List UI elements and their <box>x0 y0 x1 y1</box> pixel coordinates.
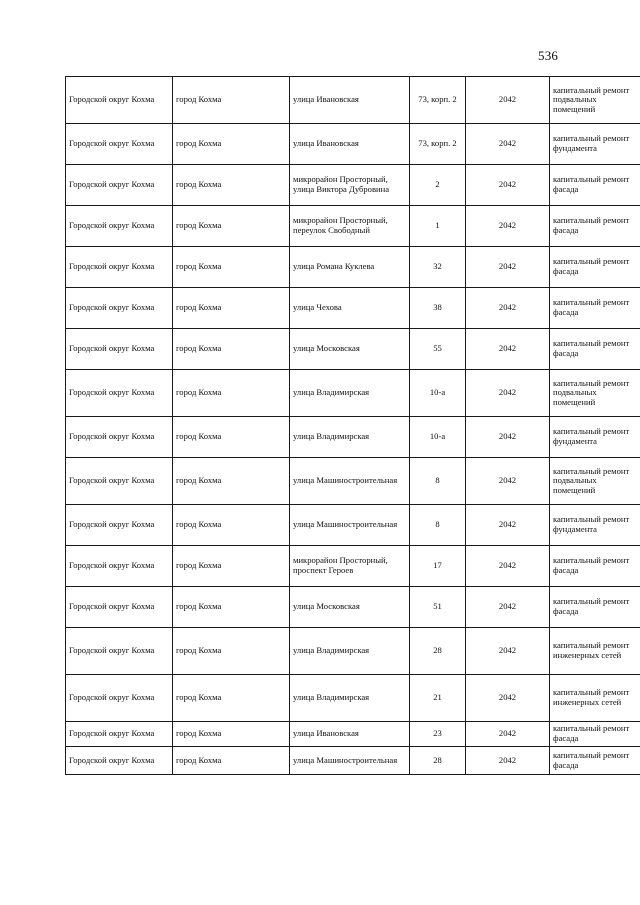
work-type-cell <box>550 370 640 417</box>
city-cell-text: город Кохма <box>176 179 222 190</box>
work-type-cell-text: капитальный ремонт фасада <box>553 297 630 317</box>
work-type-cell-text: капитальный ремонт фасада <box>553 215 630 235</box>
work-type-cell-text: капитальный ремонт фасада <box>553 174 630 194</box>
house-number-cell-text: 10-а <box>429 387 446 398</box>
table-row <box>66 77 640 124</box>
table-row <box>66 587 640 628</box>
city-cell-text: город Кохма <box>176 728 222 739</box>
street-cell <box>290 722 410 747</box>
city-cell <box>173 675 290 722</box>
city-cell-text: город Кохма <box>176 138 222 149</box>
district-cell <box>66 628 173 675</box>
year-cell-text: 2042 <box>498 560 517 571</box>
city-cell <box>173 77 290 124</box>
district-cell-text: Городской округ Кохма <box>69 261 155 272</box>
city-cell <box>173 370 290 417</box>
year-cell <box>466 206 550 247</box>
table-row <box>66 747 640 775</box>
street-cell-text: улица Чехова <box>293 302 342 313</box>
work-type-cell-text: капитальный ремонт подвальных помещений <box>553 84 630 114</box>
work-type-cell <box>550 77 640 124</box>
house-number-cell-text: 73, корп. 2 <box>418 138 457 149</box>
year-cell <box>466 77 550 124</box>
house-number-cell <box>410 288 466 329</box>
city-cell-text: город Кохма <box>176 343 222 354</box>
work-type-cell-text: капитальный ремонт фундамента <box>553 133 630 153</box>
district-cell <box>66 458 173 505</box>
table-row <box>66 370 640 417</box>
year-cell <box>466 675 550 722</box>
district-cell <box>66 124 173 165</box>
city-cell-text: город Кохма <box>176 261 222 272</box>
street-cell-text: улица Ивановская <box>293 138 359 149</box>
table-row <box>66 505 640 546</box>
city-cell-text: город Кохма <box>176 519 222 530</box>
house-number-cell-text: 8 <box>435 519 440 530</box>
street-cell <box>290 505 410 546</box>
house-number-cell-text: 8 <box>435 475 440 486</box>
district-cell-text: Городской округ Кохма <box>69 138 155 149</box>
year-cell-text: 2042 <box>498 387 517 398</box>
city-cell <box>173 587 290 628</box>
house-number-cell-text: 2 <box>435 179 440 190</box>
district-cell <box>66 417 173 458</box>
city-cell <box>173 329 290 370</box>
house-number-cell <box>410 722 466 747</box>
district-cell <box>66 675 173 722</box>
house-number-cell <box>410 165 466 206</box>
district-cell <box>66 329 173 370</box>
table-row <box>66 288 640 329</box>
year-cell-text: 2042 <box>498 431 517 442</box>
work-type-cell-text: капитальный ремонт инженерных сетей <box>553 687 630 707</box>
house-number-cell <box>410 247 466 288</box>
house-number-cell-text: 55 <box>433 343 442 354</box>
house-number-cell-text: 73, корп. 2 <box>418 94 457 105</box>
city-cell <box>173 206 290 247</box>
work-type-cell <box>550 417 640 458</box>
city-cell-text: город Кохма <box>176 754 222 765</box>
table-row <box>66 329 640 370</box>
district-cell <box>66 747 173 775</box>
street-cell-text: улица Московская <box>293 601 360 612</box>
house-number-cell-text: 17 <box>433 560 442 571</box>
table-row <box>66 675 640 722</box>
house-number-cell <box>410 329 466 370</box>
district-cell <box>66 546 173 587</box>
year-cell-text: 2042 <box>498 220 517 231</box>
street-cell <box>290 747 410 775</box>
year-cell <box>466 628 550 675</box>
street-cell-text: улица Владимирская <box>293 645 370 656</box>
street-cell-text: улица Машиностроительная <box>293 519 398 530</box>
work-type-cell <box>550 329 640 370</box>
work-type-cell <box>550 165 640 206</box>
street-cell-text: микрорайон Просторный, проспект Героев <box>293 555 388 575</box>
city-cell <box>173 124 290 165</box>
work-type-cell <box>550 206 640 247</box>
page-number: 536 <box>538 48 559 63</box>
year-cell-text: 2042 <box>498 645 517 656</box>
table-row <box>66 247 640 288</box>
house-number-cell <box>410 417 466 458</box>
house-number-cell-text: 51 <box>433 601 442 612</box>
district-cell-text: Городской округ Кохма <box>69 754 155 765</box>
work-type-cell <box>550 247 640 288</box>
work-type-cell <box>550 587 640 628</box>
street-cell-text: микрорайон Просторный, улица Виктора Дубровина <box>293 174 390 194</box>
work-type-cell <box>550 546 640 587</box>
street-cell-text: микрорайон Просторный, переулок Свободный <box>293 215 388 235</box>
table-row <box>66 417 640 458</box>
table-row <box>66 206 640 247</box>
house-number-cell-text: 1 <box>435 220 440 231</box>
district-cell-text: Городской округ Кохма <box>69 475 155 486</box>
work-type-cell <box>550 505 640 546</box>
address-work-table <box>65 76 640 775</box>
district-cell-text: Городской округ Кохма <box>69 220 155 231</box>
year-cell <box>466 417 550 458</box>
house-number-cell-text: 28 <box>433 754 442 765</box>
city-cell-text: город Кохма <box>176 431 222 442</box>
year-cell-text: 2042 <box>498 475 517 486</box>
district-cell <box>66 77 173 124</box>
house-number-cell-text: 21 <box>433 692 442 703</box>
year-cell <box>466 546 550 587</box>
work-type-cell <box>550 628 640 675</box>
house-number-cell-text: 32 <box>433 261 442 272</box>
street-cell <box>290 329 410 370</box>
city-cell-text: город Кохма <box>176 645 222 656</box>
street-cell <box>290 546 410 587</box>
city-cell-text: город Кохма <box>176 302 222 313</box>
city-cell <box>173 417 290 458</box>
house-number-cell <box>410 546 466 587</box>
year-cell <box>466 722 550 747</box>
year-cell <box>466 329 550 370</box>
city-cell <box>173 288 290 329</box>
year-cell-text: 2042 <box>498 692 517 703</box>
street-cell <box>290 288 410 329</box>
district-cell-text: Городской округ Кохма <box>69 302 155 313</box>
house-number-cell <box>410 124 466 165</box>
street-cell <box>290 124 410 165</box>
city-cell <box>173 722 290 747</box>
district-cell-text: Городской округ Кохма <box>69 692 155 703</box>
street-cell <box>290 206 410 247</box>
city-cell-text: город Кохма <box>176 387 222 398</box>
work-type-cell-text: капитальный ремонт фундамента <box>553 426 630 446</box>
year-cell-text: 2042 <box>498 138 517 149</box>
house-number-cell-text: 38 <box>433 302 442 313</box>
house-number-cell <box>410 675 466 722</box>
work-type-cell <box>550 124 640 165</box>
year-cell-text: 2042 <box>498 728 517 739</box>
street-cell <box>290 370 410 417</box>
street-cell <box>290 587 410 628</box>
table-body <box>66 77 640 775</box>
house-number-cell <box>410 587 466 628</box>
street-cell-text: улица Романа Куклева <box>293 261 375 272</box>
district-cell-text: Городской округ Кохма <box>69 94 155 105</box>
year-cell-text: 2042 <box>498 94 517 105</box>
work-type-cell-text: капитальный ремонт фасада <box>553 749 630 770</box>
year-cell <box>466 458 550 505</box>
work-type-cell <box>550 288 640 329</box>
street-cell-text: улица Московская <box>293 343 360 354</box>
street-cell-text: улица Ивановская <box>293 728 359 739</box>
house-number-cell <box>410 77 466 124</box>
city-cell-text: город Кохма <box>176 475 222 486</box>
district-cell-text: Городской округ Кохма <box>69 519 155 530</box>
district-cell <box>66 288 173 329</box>
house-number-cell-text: 23 <box>433 728 442 739</box>
house-number-cell-text: 28 <box>433 645 442 656</box>
year-cell-text: 2042 <box>498 179 517 190</box>
year-cell <box>466 370 550 417</box>
street-cell-text: улица Ивановская <box>293 94 359 105</box>
year-cell-text: 2042 <box>498 754 517 765</box>
city-cell <box>173 628 290 675</box>
table-row <box>66 722 640 747</box>
table-row <box>66 124 640 165</box>
table-row <box>66 628 640 675</box>
work-type-cell-text: капитальный ремонт фасада <box>553 723 630 743</box>
district-cell <box>66 505 173 546</box>
district-cell-text: Городской округ Кохма <box>69 343 155 354</box>
year-cell <box>466 505 550 546</box>
work-type-cell-text: капитальный ремонт фасада <box>553 338 630 358</box>
district-cell <box>66 722 173 747</box>
city-cell <box>173 458 290 505</box>
street-cell <box>290 417 410 458</box>
year-cell <box>466 288 550 329</box>
year-cell-text: 2042 <box>498 343 517 354</box>
year-cell-text: 2042 <box>498 302 517 313</box>
district-cell-text: Городской округ Кохма <box>69 728 155 739</box>
year-cell <box>466 124 550 165</box>
house-number-cell <box>410 458 466 505</box>
district-cell <box>66 587 173 628</box>
city-cell <box>173 505 290 546</box>
work-type-cell-text: капитальный ремонт фасада <box>553 596 630 616</box>
street-cell <box>290 675 410 722</box>
district-cell-text: Городской округ Кохма <box>69 560 155 571</box>
city-cell-text: город Кохма <box>176 692 222 703</box>
district-cell-text: Городской округ Кохма <box>69 601 155 612</box>
street-cell <box>290 458 410 505</box>
year-cell-text: 2042 <box>498 601 517 612</box>
district-cell-text: Городской округ Кохма <box>69 179 155 190</box>
district-cell <box>66 370 173 417</box>
city-cell-text: город Кохма <box>176 601 222 612</box>
district-cell-text: Городской округ Кохма <box>69 387 155 398</box>
street-cell-text: улица Машиностроительная <box>293 754 398 765</box>
house-number-cell <box>410 628 466 675</box>
table-row <box>66 458 640 505</box>
city-cell <box>173 247 290 288</box>
house-number-cell <box>410 747 466 775</box>
city-cell-text: город Кохма <box>176 220 222 231</box>
house-number-cell <box>410 206 466 247</box>
year-cell-text: 2042 <box>498 519 517 530</box>
year-cell <box>466 587 550 628</box>
district-cell-text: Городской округ Кохма <box>69 431 155 442</box>
work-type-cell-text: капитальный ремонт инженерных сетей <box>553 640 630 660</box>
street-cell-text: улица Владимирская <box>293 431 370 442</box>
district-cell <box>66 247 173 288</box>
street-cell <box>290 165 410 206</box>
work-type-cell-text: капитальный ремонт подвальных помещений <box>553 465 630 495</box>
street-cell <box>290 77 410 124</box>
street-cell <box>290 247 410 288</box>
district-cell <box>66 165 173 206</box>
work-type-cell-text: капитальный ремонт фундамента <box>553 514 630 534</box>
city-cell <box>173 165 290 206</box>
street-cell <box>290 628 410 675</box>
work-type-cell <box>550 675 640 722</box>
year-cell <box>466 165 550 206</box>
city-cell-text: город Кохма <box>176 94 222 105</box>
street-cell-text: улица Владимирская <box>293 692 370 703</box>
street-cell-text: улица Машиностроительная <box>293 475 398 486</box>
work-type-cell-text: капитальный ремонт подвальных помещений <box>553 377 630 407</box>
street-cell-text: улица Владимирская <box>293 387 370 398</box>
work-type-cell <box>550 458 640 505</box>
work-type-cell <box>550 747 640 775</box>
district-cell-text: Городской округ Кохма <box>69 645 155 656</box>
work-type-cell-text: капитальный ремонт фасада <box>553 555 630 575</box>
work-type-cell-text: капитальный ремонт фасада <box>553 256 630 276</box>
table-row <box>66 165 640 206</box>
city-cell <box>173 546 290 587</box>
year-cell <box>466 747 550 775</box>
year-cell-text: 2042 <box>498 261 517 272</box>
table-row <box>66 546 640 587</box>
city-cell-text: город Кохма <box>176 560 222 571</box>
house-number-cell <box>410 505 466 546</box>
work-type-cell <box>550 722 640 747</box>
house-number-cell <box>410 370 466 417</box>
year-cell <box>466 247 550 288</box>
city-cell <box>173 747 290 775</box>
district-cell <box>66 206 173 247</box>
house-number-cell-text: 10-а <box>429 431 446 442</box>
